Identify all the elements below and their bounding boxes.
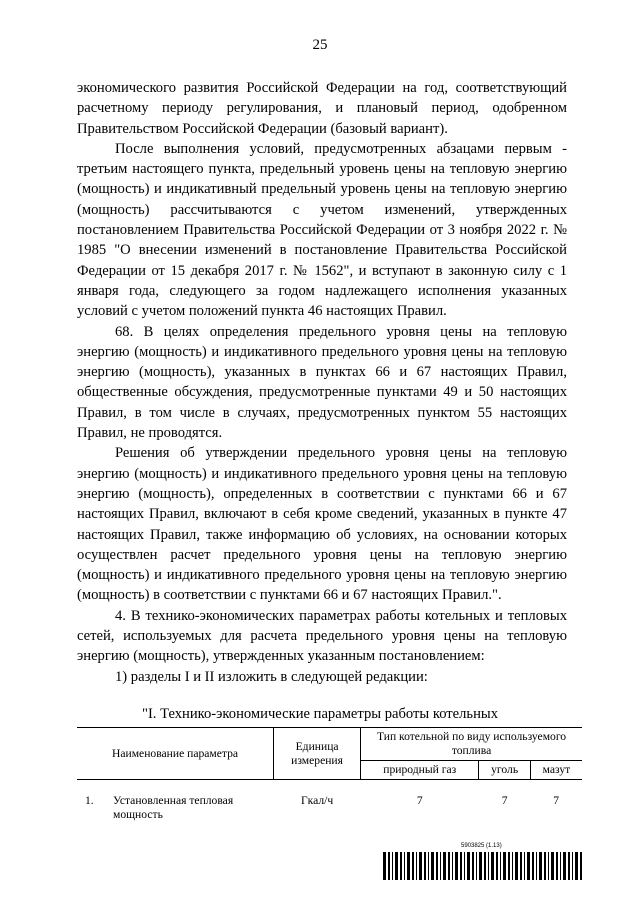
header-fuel-gas: природный газ xyxy=(361,761,479,780)
section-title: "I. Технико-экономические параметры работы котельных xyxy=(141,706,499,722)
paragraph-4: 4. В технико-экономических параметрах работы котельных и тепловых сетей, используемых для расчета предельного уровня цены на тепловую энергию (мощность), утвержденных указанным постановлением: xyxy=(77,607,567,665)
paragraph-decisions: Решения об утверждении предельного уровня цены на тепловую энергию (мощность) и индикативного предельного уровня цены на тепловую энергию (мощность), определенных в соответствии с пунктами 66 и 67 настоящих Правил, включают в себя кроме сведений, указанных в пункте 47 настоящих Правил, также информацию об условиях, на основании которых осуществлен расчет предельного уровня цены на тепловую энергию (мощность) и индикативного предельного уровня цены на тепловую энергию (мощность) в соответствии с пунктами 66 и 67 настоящих Правил.". xyxy=(77,445,567,604)
table-row xyxy=(77,780,582,825)
row-param-name: Установленная тепловая мощность xyxy=(113,794,234,821)
header-boiler-type: Тип котельной по виду используемого топлива xyxy=(361,728,582,761)
barcode-image xyxy=(383,852,583,880)
document-body xyxy=(77,78,567,687)
parameters-table xyxy=(77,727,582,824)
paragraph-4-1: 1) разделы I и II изложить в следующей редакции: xyxy=(115,668,428,685)
barcode-number: 5903825 (1.13) xyxy=(461,843,502,849)
row-number: 1. xyxy=(85,794,94,807)
row-value-oil: 7 xyxy=(553,794,560,807)
paragraph-continuation: экономического развития Российской Федерации на год, соответствующий расчетному периоду регулирования, и плановый период, одобренном Правительством Российской Федерации (базовый вариант). xyxy=(77,80,567,137)
header-param-name: Наименование параметра xyxy=(77,728,274,780)
page-number: 25 xyxy=(312,37,328,53)
paragraph-conditions: После выполнения условий, предусмотренных абзацами первым - третьим настоящего пункта, предельный уровень цены на тепловую энергию (мощность) и индикативный предельный уровень цены на тепловую энергию (мощность) рассчитываются с учетом изменений, утвержденных постановлением Правительства Российской Федерации от 3 ноября 2022 г. № 1985 "О внесении изменений в постановление Правительства Российской Федерации от 15 декабря 2017 г. № 1562", и вступают в законную силу с 1 января года, следующего за годом надлежащего исполнения указанных условий с учетом положений пункта 46 настоящих Правил. xyxy=(77,140,567,320)
header-fuel-coal: уголь xyxy=(479,761,530,780)
row-value-gas: 7 xyxy=(416,794,423,807)
header-fuel-oil: мазут xyxy=(530,761,582,780)
row-unit: Гкал/ч xyxy=(300,794,334,807)
row-value-coal: 7 xyxy=(501,794,508,807)
header-unit: Единица измерения xyxy=(274,728,361,780)
paragraph-68: 68. В целях определения предельного уровня цены на тепловую энергию (мощность) и индикативного предельного уровня цены на тепловую энергию (мощность), указанных в пунктах 66 и 67 настоящих Правил, общественные обсуждения, предусмотренные пунктами 49 и 50 настоящих Правил, в том числе в случаях, предусмотренных пунктом 55 настоящих Правил, не проводятся. xyxy=(77,323,567,442)
